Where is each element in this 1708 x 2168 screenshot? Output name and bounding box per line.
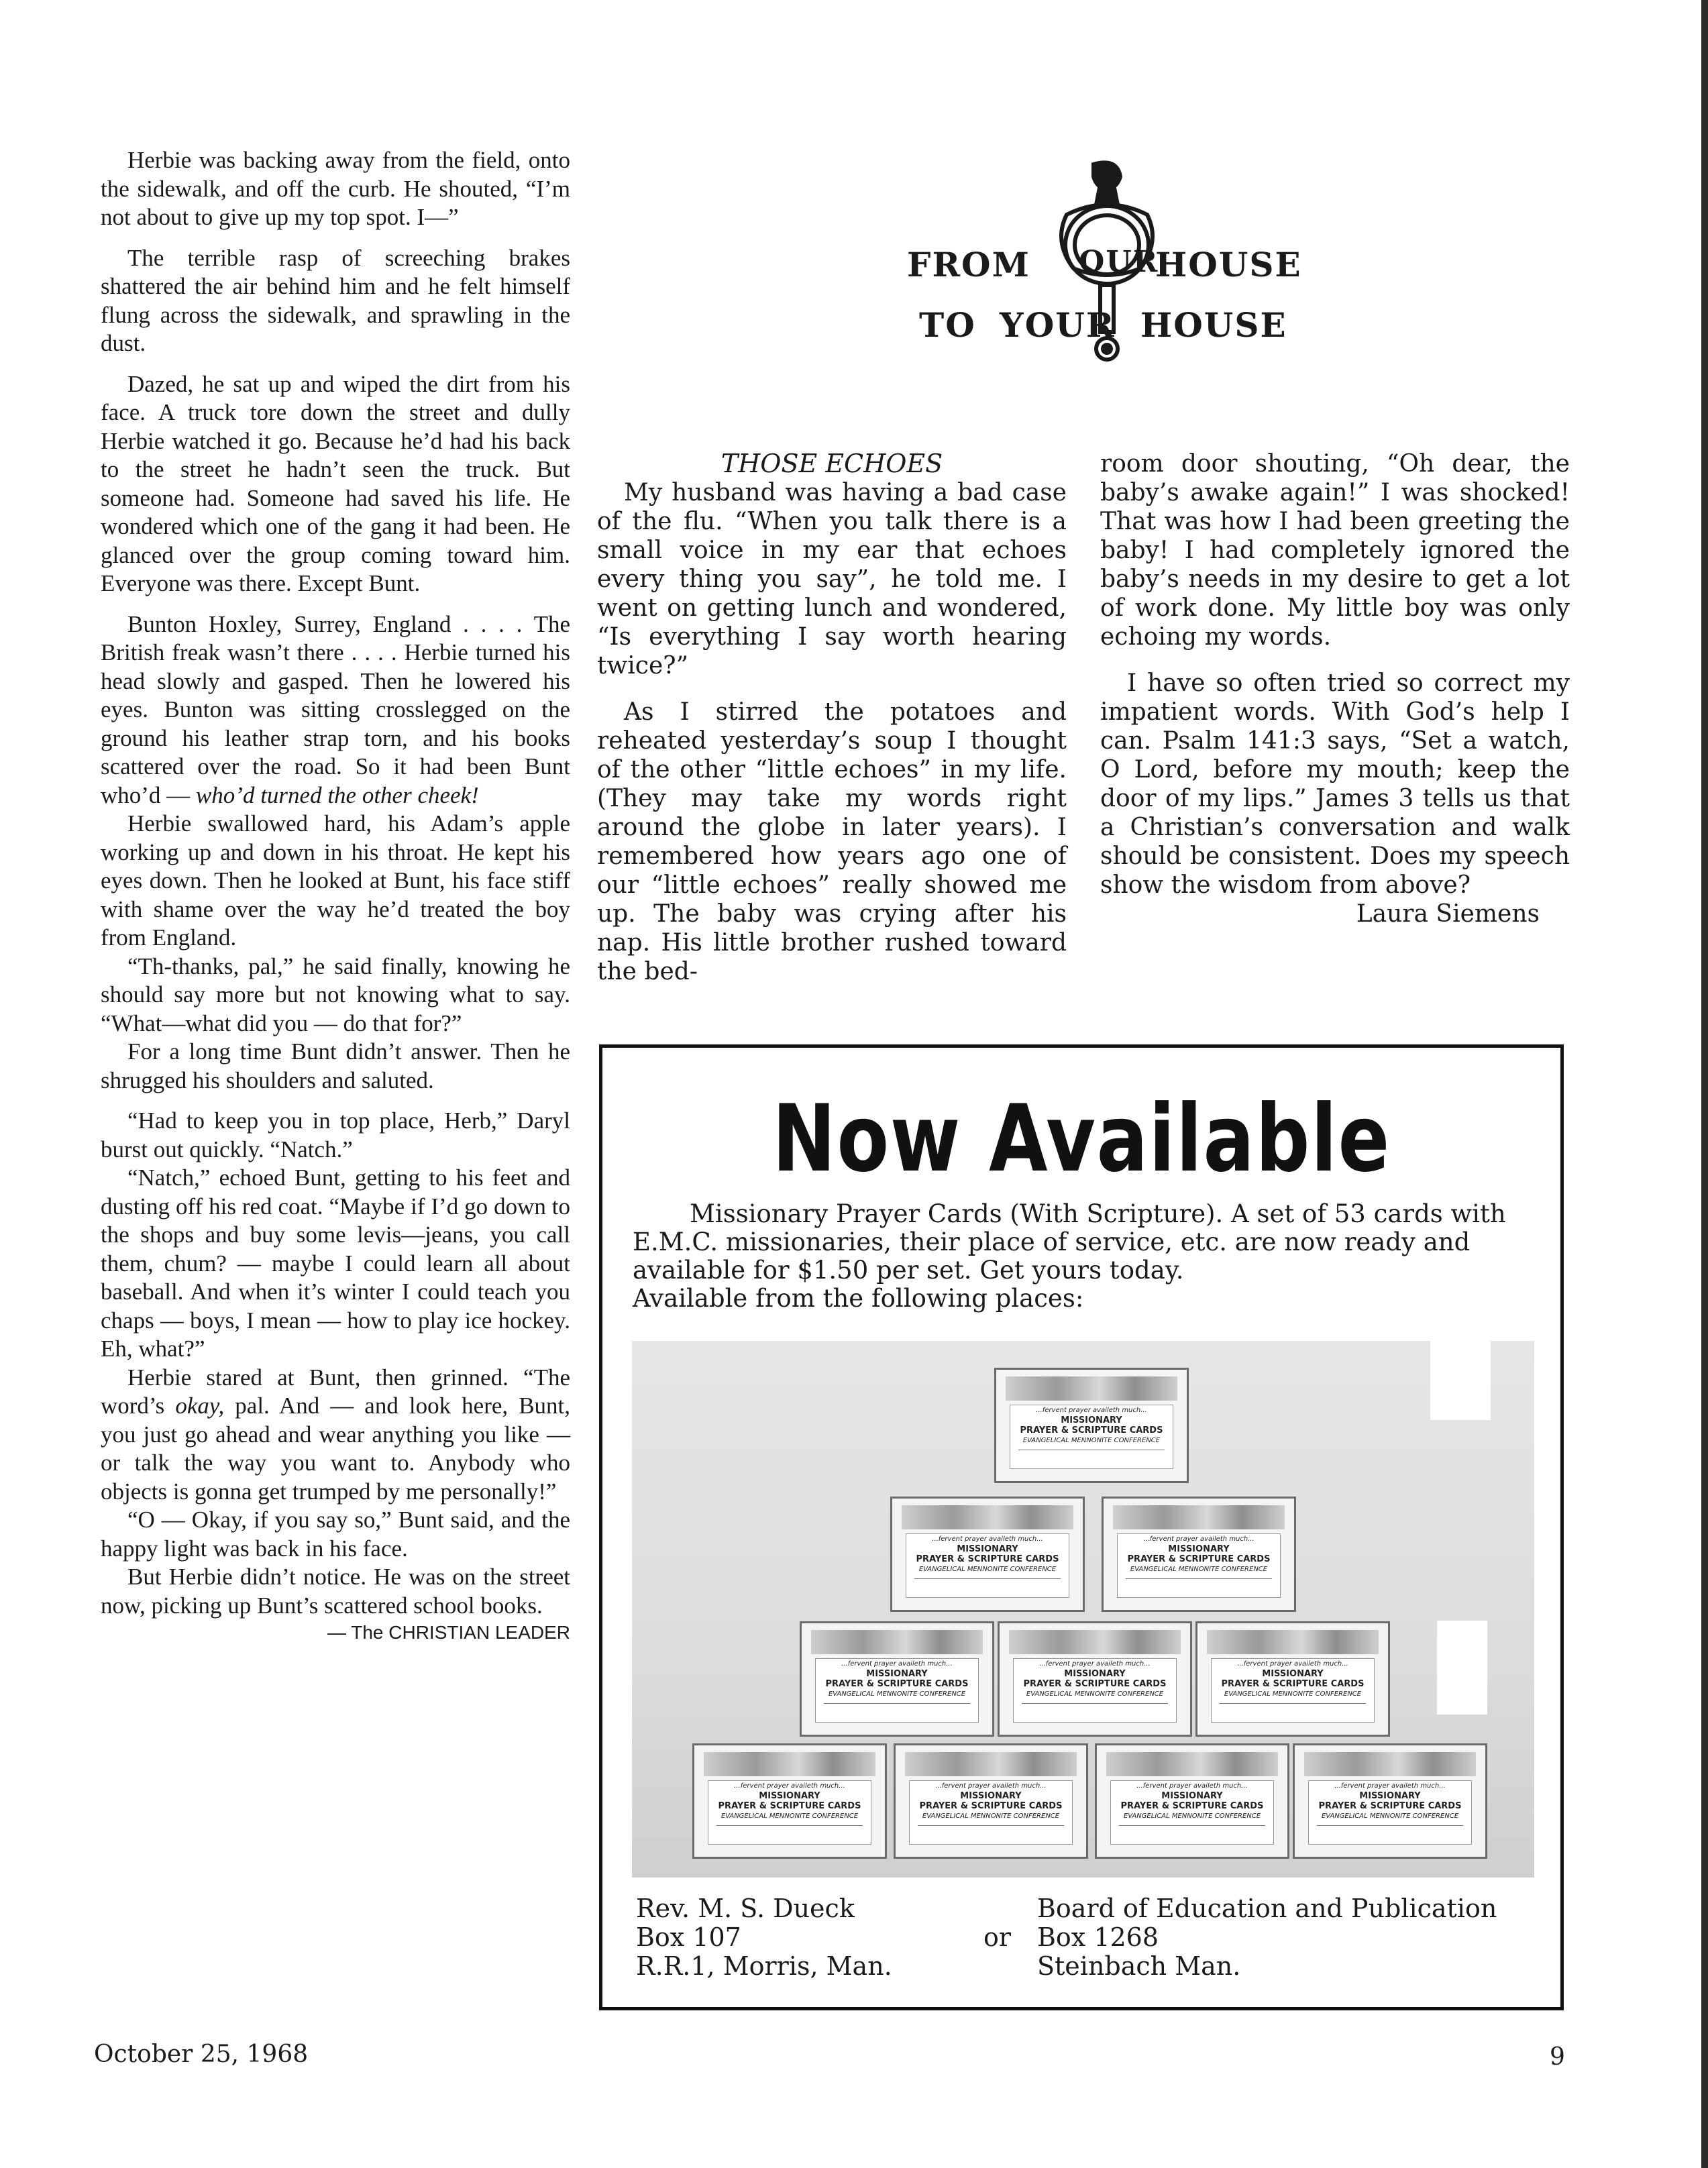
story-paragraph: Herbie was backing away from the field, onto the sidewalk, and off the curb. He shouted, “I’m not about to give up my top spot. I—” [101,147,570,230]
story-paragraph: The terrible rasp of screeching brakes shattered the air behind him and he felt himself flung across the sidewalk, and sprawling in the dust. [101,244,570,356]
card-label: ...fervent prayer availeth much... MISSIONARY PRAYER & SCRIPTURE CARDS EVANGELICAL MENNONITE CONFERENCE [708,1780,871,1845]
ad-headline: Now Available [772,1085,1391,1193]
echoes-column-2 [1100,449,1570,928]
story-column [101,146,570,1647]
card-label: ...fervent prayer availeth much... MISSIONARY PRAYER & SCRIPTURE CARDS EVANGELICAL MENNONITE CONFERENCE [1010,1405,1173,1469]
address-line: Steinbach Man. [1037,1951,1241,1981]
scan-edge [1701,0,1708,2168]
card-box [998,1621,1192,1737]
card-label: ...fervent prayer availeth much... MISSIONARY PRAYER & SCRIPTURE CARDS EVANGELICAL MENNONITE CONFERENCE [1117,1533,1281,1598]
logo-word-house: HOUSE [1155,245,1302,284]
card-box [1195,1621,1390,1737]
story-text: Bunton Hoxley, Surrey, England . . . . The British freak wasn’t there . . . . Herbie turned his head slowly and gasped. Then he lowered his eyes. Bunton was sitting crosslegged on the ground his leather strap torn, and his books scattered over the road. So it had been Bunt who’d — [101,610,570,808]
echoes-column-1 [597,449,1067,986]
echoes-paragraph: My husband was having a bad case of the flu. “When you talk there is a small voice in my ear that echoes every thing you say”, he told me. I went on getting lunch and wondered, “Is everything I say worth hearing twice?” [597,479,1067,680]
ad-available-line: Available from the following places: [633,1284,1084,1313]
logo-word-our: OUR [1079,245,1159,279]
address-right [1037,1894,1497,1981]
story-paragraph [101,610,570,810]
address-line: Rev. M. S. Dueck [636,1894,855,1923]
story-paragraph: “O — Okay, if you say so,” Bunt said, and the happy light was back in his face. [101,1507,570,1562]
ad-description: Missionary Prayer Cards (With Scripture). A set of 53 cards with E.M.C. missionaries, their place of service, etc. are now ready and available for $1.50 per set. Get yours today. [633,1199,1506,1285]
address-left [636,1894,892,1981]
column-logo [899,151,1315,399]
card-label: ...fervent prayer availeth much... MISSIONARY PRAYER & SCRIPTURE CARDS EVANGELICAL MENNONITE CONFERENCE [1211,1658,1375,1723]
card-box [994,1368,1189,1483]
card-box [1095,1743,1289,1859]
story-paragraph: But Herbie didn’t notice. He was on the street now, picking up Bunt’s scattered school books. [101,1564,570,1619]
prayer-card-boxes-photo [632,1341,1534,1878]
logo-word-from: FROM [907,245,1030,284]
photo-blank-patch [1437,1621,1487,1715]
card-box [692,1743,887,1859]
photo-blank-patch [1430,1341,1491,1420]
address-line: Board of Education and Publication [1037,1894,1497,1923]
prayer-cards-ad [599,1044,1564,2010]
card-box [894,1743,1088,1859]
card-label: ...fervent prayer availeth much... MISSIONARY PRAYER & SCRIPTURE CARDS EVANGELICAL MENNONITE CONFERENCE [909,1780,1073,1845]
card-label: ...fervent prayer availeth much... MISSIONARY PRAYER & SCRIPTURE CARDS EVANGELICAL MENNONITE CONFERENCE [1110,1780,1274,1845]
echoes-paragraph: I have so often tried so correct my impatient words. With God’s help I can. Psalm 141:3 says, “Set a watch, O Lord, before my mouth; keep the door of my lips.” James 3 tells us that a Christian’s conversation and walk should be consistent. Does my speech show the wisdom from above? [1100,669,1570,899]
story-paragraph: “Th-thanks, pal,” he said finally, knowing he should say more but not knowing what to say. “What—what did you — do that for?” [101,953,570,1036]
story-text: Herbie stared at Bunt, then grinned. “The word’s [101,1364,570,1419]
source-credit: — The CHRISTIAN LEADER [327,1622,570,1643]
card-label: ...fervent prayer availeth much... MISSIONARY PRAYER & SCRIPTURE CARDS EVANGELICAL MENNONITE CONFERENCE [1308,1780,1472,1845]
logo-word-your: YOUR [1000,305,1116,345]
story-italic-word: okay, [175,1393,225,1419]
story-paragraph: “Natch,” echoed Bunt, getting to his feet and dusting off his red coat. “Maybe if I’d go down to the shops and buy some levis—jeans, you call them, chum? — maybe I could learn all about baseball. And when it’s winter I could teach you chaps — boys, I mean — how to play ice hockey. Eh, what?” [101,1164,570,1362]
story-paragraph: For a long time Bunt didn’t answer. Then he shrugged his shoulders and saluted. [101,1038,570,1093]
issue-date: October 25, 1968 [94,2041,309,2068]
logo-word-to: TO [919,305,976,345]
card-box [800,1621,994,1737]
card-label: ...fervent prayer availeth much... MISSIONARY PRAYER & SCRIPTURE CARDS EVANGELICAL MENNONITE CONFERENCE [906,1533,1069,1598]
card-label: ...fervent prayer availeth much... MISSIONARY PRAYER & SCRIPTURE CARDS EVANGELICAL MENNONITE CONFERENCE [1013,1658,1177,1723]
ad-body [633,1200,1532,1313]
echoes-signature: Laura Siemens [1356,900,1540,928]
story-paragraph: “Had to keep you in top place, Herb,” Daryl burst out quickly. “Natch.” [101,1107,570,1162]
address-or: or [983,1922,1012,1952]
story-italic-phrase: who’d turned the other cheek! [195,781,479,808]
card-box [1102,1497,1296,1612]
story-text: pal. And — and look here, Bunt, you just go ahead and wear anything you like — or talk the way you want to. Anybody who objects is gonna get trumped by me personally!” [101,1393,571,1505]
echoes-title: THOSE ECHOES [720,449,943,478]
story-paragraph: Dazed, he sat up and wiped the dirt from his face. A truck tore down the street and dully Herbie watched it go. Because he’d had his back to the street he hadn’t seen the truck. But someone had. Someone had saved his life. He wondered which one of the gang it had been. He glanced over the group coming toward him. Everyone was there. Except Bunt. [101,370,570,596]
logo-word-house: HOUSE [1140,305,1287,345]
card-label: ...fervent prayer availeth much... MISSIONARY PRAYER & SCRIPTURE CARDS EVANGELICAL MENNONITE CONFERENCE [815,1658,979,1723]
echoes-paragraph: room door shouting, “Oh dear, the baby’s awake again!” I was shocked! That was how I had been greeting the baby! I had completely ignored the baby’s needs in my desire to get a lot of work done. My little boy was only echoing my words. [1100,450,1570,651]
card-box [890,1497,1085,1612]
address-line: Box 107 [636,1922,741,1952]
story-paragraph: Herbie swallowed hard, his Adam’s apple working up and down in his throat. He kept his eyes down. Then he looked at Bunt, his face stiff with shame over the way he’d treated the boy from England. [101,810,570,951]
story-paragraph [101,1364,570,1507]
echoes-paragraph: As I stirred the potatoes and reheated yesterday’s soup I thought of the other “little echoes” in my life. (They may take my words right around the globe in later years). I remembered how years ago one of our “little echoes” really showed me up. The baby was crying after his nap. His little brother rushed toward the bed- [597,698,1067,985]
address-line: R.R.1, Morris, Man. [636,1951,892,1981]
address-line: Box 1268 [1037,1922,1159,1952]
page-number: 9 [1550,2043,1565,2071]
card-box [1293,1743,1487,1859]
